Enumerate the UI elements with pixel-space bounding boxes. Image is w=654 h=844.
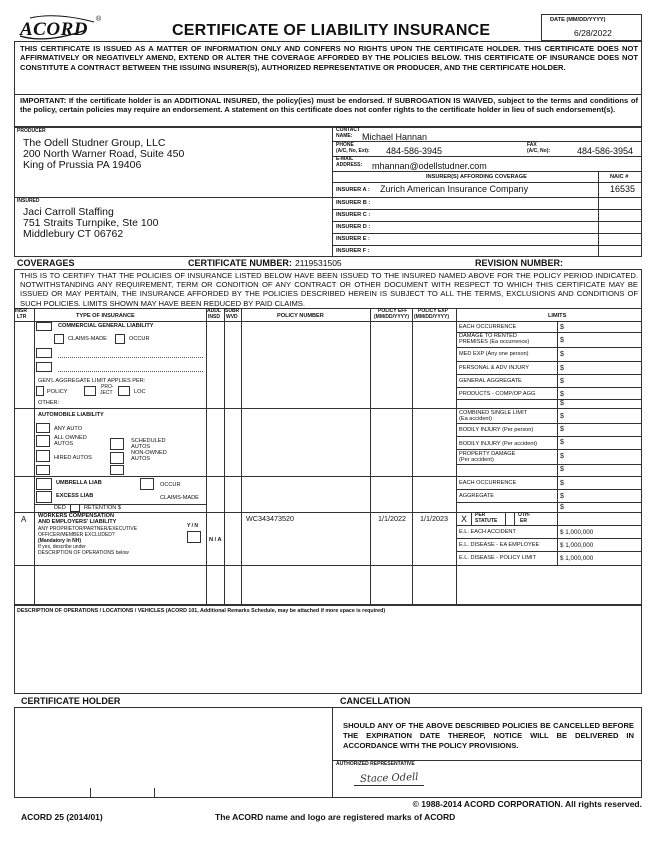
insured-city: Middlebury CT 06762 [23,228,124,240]
wc-insurer-letter: A [21,515,27,524]
auto-limit-bi-accident: BODILY INJURY (Per accident) [459,441,537,447]
insured-address: 751 Straits Turnpike, Ste 100 [23,217,159,229]
col-eff: POLICY EFF [378,308,408,314]
coverages-title: COVERAGES [17,258,75,268]
umb-dollar-3: $ [560,504,564,511]
wc-na: N / A [209,537,222,543]
contact-name: Michael Hannan [362,132,428,142]
col-exp: POLICY EXP [418,308,448,314]
contact-fax: 484-586-3954 [577,146,634,156]
certify-text: THIS IS TO CERTIFY THAT THE POLICIES OF INSURANCE LISTED BELOW HAVE BEEN ISSUED TO THE INSURED NAMED ABOVE FOR THE POLICY PERIOD INDICATED. NOTWITHSTANDING ANY REQUIREMENT, TERM OR CONDITION OF ANY CONTRACT OR OTHER DOCUMENT WITH RESPECT TO WHICH THIS CERTIFICATE MAY BE ISSUED OR MAY PERTAIN, THE INSURANCE AFFORDED BY THE POLICIES DESCRIBED HEREIN IS SUBJECT TO ALL THE TERMS, EXCLUSIONS AND CONDITIONS OF SUCH POLICIES. LIMITS SHOWN MAY HAVE BEEN REDUCED BY PAID CLAIMS. [20,271,638,308]
description-box [14,605,642,694]
certificate-page [14,10,642,836]
wc-per-statute-check[interactable]: X [461,514,468,524]
occur-checkbox[interactable] [115,334,125,344]
insurer-a-label: INSURER A : [336,187,370,193]
insurer-a-name: Zurich American Insurance Company [380,184,529,194]
gl-occur: OCCUR [129,336,150,342]
gl-limit-general-agg: GENERAL AGGREGATE [459,378,522,384]
notice-important: IMPORTANT: If the certificate holder is an ADDITIONAL INSURED, the policy(ies) must be endorsed. If SUBROGATION IS WAIVED, subject to the terms and conditions of the policy, certain policies may require an endorsement. A statement on this certificate does not confer rights to the certificate holder in lieu of such endorsement(s). [20,96,638,115]
wc-limit-disease-policy: E.L. DISEASE - POLICY LIMIT [459,555,536,561]
gl-pro: PRO- [101,384,114,390]
copyright: © 1988-2014 ACORD CORPORATION. All rights reserved. [412,799,642,809]
col-insr: INSR [15,308,27,314]
any-auto-checkbox[interactable] [36,423,50,433]
retention-checkbox[interactable] [70,504,80,512]
authorized-signature: Stace Odell [359,771,419,786]
gl-policy: POLICY [47,389,68,395]
revision-number-label: REVISION NUMBER: [475,258,564,268]
col-exp-fmt: (MM/DD/YYYY) [414,314,449,320]
gl-ject: JECT [100,390,113,396]
phone-label-2: (A/C, No, Ext): [336,148,370,154]
wc-policy-number: WC343473520 [246,514,294,523]
wc-value-disease-employee: $ 1,000,000 [560,542,594,549]
certificate-holder-label: CERTIFICATE HOLDER [21,696,121,706]
insurer-a-naic: 16535 [610,184,636,194]
date-label: DATE (MM/DD/YYYY) [550,17,606,23]
agg-project-checkbox[interactable] [84,386,96,396]
gl-dollar-4: $ [560,365,564,372]
auto-blank-checkbox-2[interactable] [110,465,124,475]
description-label: DESCRIPTION OF OPERATIONS / LOCATIONS / VEHICLES (ACORD 101, Additional Remarks Schedule, may be attached if more space is required) [17,608,386,614]
excess-checkbox[interactable] [36,491,52,503]
acord-logo [16,14,106,40]
insurers-heading: INSURER(S) AFFORDING COVERAGE [426,174,527,180]
wc-eff-date: 1/1/2022 [378,514,406,523]
gl-dollar-5: $ [560,378,564,385]
wc-title-2: AND EMPLOYERS' LIABILITY [38,519,117,525]
gl-limit-products: PRODUCTS - COMP/OP AGG [459,391,536,397]
wc-excluded-checkbox[interactable] [187,531,201,543]
authorized-rep-label: AUTHORIZED REPRESENTATIVE [336,761,415,767]
contact-name-label-2: NAME: [336,133,353,139]
gl-dollar-3: $ [560,351,564,358]
auto-non-owned: NON-OWNED [131,450,167,456]
gl-other: OTHER: [38,400,60,406]
gl-limit-damage: DAMAGE TO RENTED [459,333,517,339]
wc-per: PER [475,512,486,518]
auto-dollar-5: $ [560,466,564,473]
date-value: 6/28/2022 [574,28,612,38]
excess-liab: EXCESS LIAB [56,493,94,499]
email-label: E-MAIL [336,156,354,162]
scheduled-autos-checkbox[interactable] [110,438,124,450]
certificate-number-label: CERTIFICATE NUMBER: [188,258,292,268]
gl-title: COMMERCIAL GENERAL LIABILITY [58,323,154,329]
auto-limit-pd-acc: (Per accident) [459,457,494,463]
insurer-f-label: INSURER F : [336,248,370,254]
auto-blank-checkbox-1[interactable] [36,465,50,475]
auto-dollar-1: $ [560,413,564,420]
acord-logo-text: ACORD [20,19,88,40]
insured-name: Jaci Carroll Staffing [23,206,114,218]
producer-address: 200 North Warner Road, Suite 450 [23,148,185,160]
col-addl: ADDL [207,308,221,314]
cancellation-text: SHOULD ANY OF THE ABOVE DESCRIBED POLICIES BE CANCELLED BEFORE THE EXPIRATION DATE THEREOF, NOTICE WILL BE DELIVERED IN ACCORDANCE WITH THE POLICY PROVISIONS. [343,721,634,750]
gl-loc: LOC [134,389,146,395]
gl-dollar-6: $ [560,391,564,398]
umbrella-retention: RETENTION $ [84,505,121,511]
col-policy-number: POLICY NUMBER [277,313,324,319]
umb-dollar-2: $ [560,493,564,500]
contact-name-label: CONTACT [336,127,361,133]
phone-label: PHONE [336,142,354,148]
gl-limit-med-exp: MED EXP (Any one person) [459,351,529,357]
wc-mandatory-nh: (Mandatory in NH) [38,538,82,544]
gl-dollar-2: $ [560,337,564,344]
auto-dollar-2: $ [560,426,564,433]
col-ltr: LTR [17,314,27,320]
umbrella-checkbox[interactable] [36,478,52,490]
gl-agg-label: GEN'L AGGREGATE LIMIT APPLIES PER: [38,378,146,384]
gl-dollar-7: $ [560,400,564,407]
naic-label: NAIC # [610,174,629,180]
owned-autos-checkbox[interactable] [36,435,50,447]
form-number: ACORD 25 (2014/01) [21,812,103,822]
agg-loc-checkbox[interactable] [118,386,130,396]
wc-describe: DESCRIPTION OF OPERATIONS below [38,550,129,556]
umbrella-limit-agg: AGGREGATE [459,493,495,499]
email-label-2: ADDRESS: [336,162,363,168]
col-subr: SUBR [225,308,240,314]
producer-label: PRODUCER [17,128,46,134]
umbrella-liab: UMBRELLA LIAB [56,480,102,486]
wc-oth: OTH- [518,512,531,518]
auto-dollar-3: $ [560,439,564,446]
insurer-e-label: INSURER E : [336,236,370,242]
wc-value-disease-policy: $ 1,000,000 [560,555,594,562]
auto-title: AUTOMOBILE LIABILITY [38,412,104,418]
umbrella-occur-checkbox[interactable] [140,478,154,490]
insured-label: INSURED [17,198,40,204]
gl-claims-made: CLAIMS-MADE [68,336,107,342]
wc-statute: STATUTE [475,518,498,524]
gl-limit-premises: PREMISES (Ea occurrence) [459,339,530,345]
nonowned-autos-checkbox[interactable] [110,452,124,464]
contact-phone: 484-586-3945 [386,146,443,156]
auto-all-owned: ALL OWNED [54,435,87,441]
col-insd: INSD [208,314,220,320]
registered-marks: The ACORD name and logo are registered marks of ACORD [215,812,456,822]
umbrella-ded: DED [54,505,66,511]
gl-blank-checkbox-2[interactable] [36,362,52,372]
gl-blank-checkbox-1[interactable] [36,348,52,358]
auto-non-owned-autos: AUTOS [131,456,151,462]
contact-email: mhannan@odellstudner.com [372,161,487,171]
wc-if-yes: If yes, describe under [38,544,86,550]
wc-question-1: ANY PROPRIETOR/PARTNER/EXECUTIVE [38,526,138,532]
insurer-b-label: INSURER B : [336,200,371,206]
claims-made-checkbox[interactable] [54,334,64,344]
cancellation-label: CANCELLATION [340,696,411,706]
col-eff-fmt: (MM/DD/YYYY) [374,314,409,320]
auto-scheduled: SCHEDULED [131,438,166,444]
fax-label-2: (A/C, No): [527,148,551,154]
wc-exp-date: 1/1/2023 [420,514,448,523]
hired-autos-checkbox[interactable] [36,450,50,462]
umb-dollar-1: $ [560,480,564,487]
umbrella-limit-each: EACH OCCURRENCE [459,480,517,486]
auto-scheduled-autos: AUTOS [131,444,151,450]
auto-hired: HIRED AUTOS [54,455,92,461]
auto-dollar-4: $ [560,453,564,460]
auto-limit-bi-person: BODILY INJURY (Per person) [459,427,534,433]
auto-limit-csl-ea: (Ea accident) [459,416,492,422]
auto-all-owned-autos: AUTOS [54,441,74,447]
agg-policy-checkbox[interactable] [36,386,44,396]
notice-issued: THIS CERTIFICATE IS ISSUED AS A MATTER OF INFORMATION ONLY AND CONFERS NO RIGHTS UPON THE CERTIFICATE HOLDER. THIS CERTIFICATE DOES NOT AFFIRMATIVELY OR NEGATIVELY AMEND, EXTEND OR ALTER THE COVERAGE AFFORDED BY THE POLICIES BELOW. THIS CERTIFICATE OF INSURANCE DOES NOT CONSTITUTE A CONTRACT BETWEEN THE ISSUING INSURER(S), AUTHORIZED REPRESENTATIVE OR PRODUCER, AND THE CERTIFICATE HOLDER. [20,44,638,72]
gl-checkbox[interactable] [36,322,52,331]
fax-label: FAX [527,142,537,148]
producer-name: The Odell Studner Group, LLC [23,137,166,149]
wc-value-each-accident: $ 1,000,000 [560,529,594,536]
gl-limit-each-occurrence: EACH OCCURRENCE [459,324,517,330]
wc-yn: Y / N [187,523,199,529]
wc-title: WORKERS COMPENSATION [38,513,115,519]
col-wvd: WVD [226,314,238,320]
form-title: CERTIFICATE OF LIABILITY INSURANCE [172,22,491,39]
certificate-number: 2119531505 [295,258,342,268]
producer-city: King of Prussia PA 19406 [23,159,142,171]
insurer-c-label: INSURER C : [336,212,371,218]
wc-limit-disease-employee: E.L. DISEASE - EA EMPLOYEE [459,542,540,548]
umbrella-claims-made: CLAIMS-MADE [160,495,199,501]
col-type: TYPE OF INSURANCE [76,313,135,319]
gl-limit-personal: PERSONAL & ADV INJURY [459,365,529,371]
umbrella-occur: OCCUR [160,482,181,488]
wc-question-2: OFFICER/MEMBER EXCLUDED? [38,532,115,538]
col-limits: LIMITS [548,313,567,319]
auto-any: ANY AUTO [54,426,83,432]
insurer-d-label: INSURER D : [336,224,371,230]
gl-dollar-1: $ [560,324,564,331]
auto-limit-csl: COMBINED SINGLE LIMIT [459,410,528,416]
wc-er: ER [520,518,527,524]
auto-limit-pd: PROPERTY DAMAGE [459,451,516,457]
wc-limit-each-accident: E.L. EACH ACCIDENT [459,529,516,535]
acord-logo-mark: ® [96,16,102,23]
